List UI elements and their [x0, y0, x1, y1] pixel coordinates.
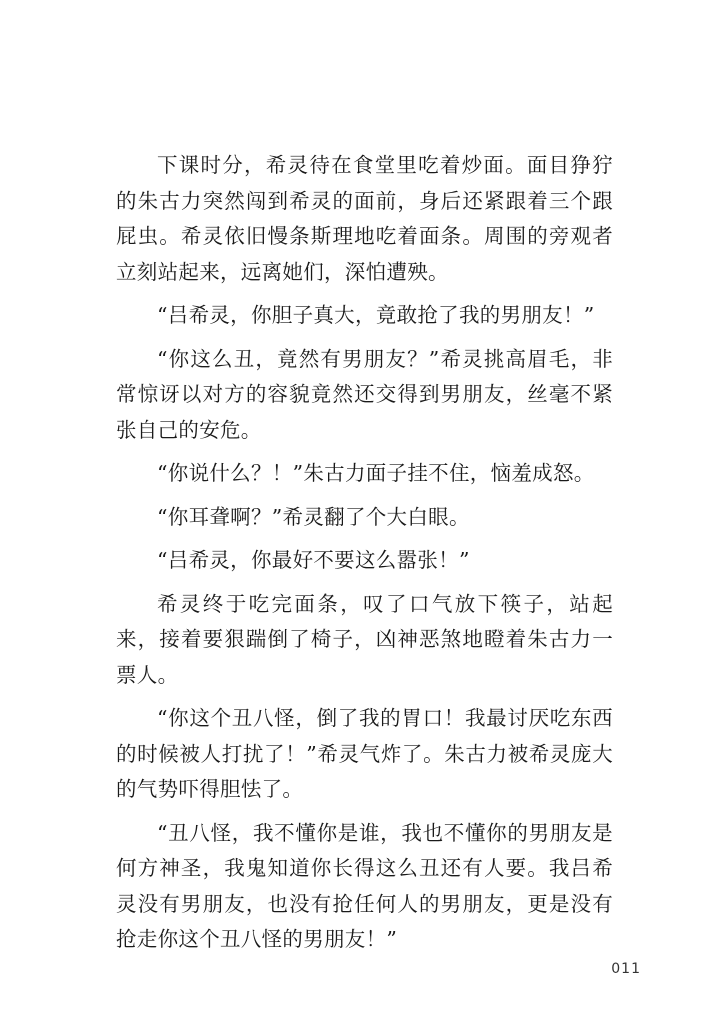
paragraph-6: “吕希灵，你最好不要这么嚣张！”	[157, 548, 470, 572]
paragraph-8: “你这个丑八怪，倒了我的胃口！我最讨厌吃东西的时候被人打扰了！”希灵气炸了。朱古力被希灵庞大的气势吓得胆怯了。	[116, 706, 613, 801]
paragraph-7: 希灵终于吃完面条，叹了口气放下筷子，站起来，接着要狠踹倒了椅子，凶神恶煞地瞪着朱古力一票人。	[116, 591, 613, 687]
page-number: 011	[611, 961, 641, 977]
paragraph-5: “你耳聋啊？”希灵翻了个大白眼。	[157, 504, 470, 529]
paragraph-3: “你这么丑，竟然有男朋友？”希灵挑高眉毛，非常惊讶以对方的容貌竟然还交得到男朋友，丝毫不紧张自己的安危。	[116, 346, 613, 442]
paragraph-1: 下课时分，希灵待在食堂里吃着炒面。面目狰狞的朱古力突然闯到希灵的面前，身后还紧跟着三个跟屁虫。希灵依旧慢条斯理地吃着面条。周围的旁观者立刻站起来，远离她们，深怕遭殃。	[116, 153, 613, 284]
paragraph-9: “丑八怪，我不懂你是谁，我也不懂你的男朋友是何方神圣，我鬼知道你长得这么丑还有人要。我吕希灵没有男朋友，也没有抢任何人的男朋友，更是没有抢走你这个丑八怪的男朋友！”	[116, 820, 613, 951]
paragraph-2: “吕希灵，你胆子真大，竟敢抢了我的男朋友！”	[157, 303, 595, 327]
paragraph-4: “你说什么？！”朱古力面子挂不住，恼羞成怒。	[157, 461, 595, 485]
body-text	[116, 148, 613, 966]
